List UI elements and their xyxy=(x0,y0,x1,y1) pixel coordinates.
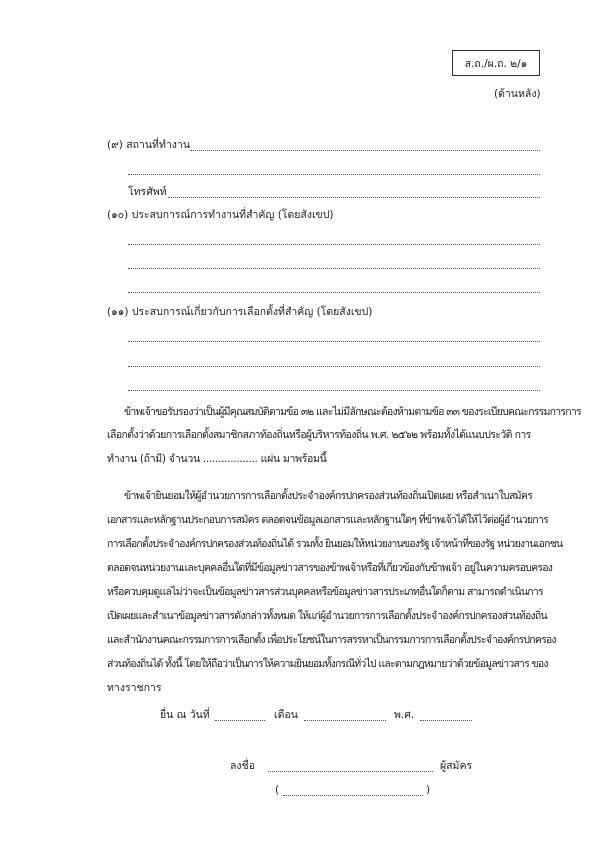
printed-name-field[interactable] xyxy=(283,795,423,796)
consent-line-5: หรือควบคุมดูแลไม่ว่าจะเป็นข้อมูลข่าวสารส่วนบุคคลหรือข้อมูลข่าวสารประเภทอื่นใดก็ตาม สามารถดำเนินการ xyxy=(107,586,543,598)
certify-line-2: เลือกตั้งว่าด้วยการเลือกตั้งสมาชิกสภาท้องถิ่นหรือผู้บริหารท้องถิ่น พ.ศ. ๒๕๖๒ พร้อมทั้งได้แนบประวัติ การ xyxy=(107,429,531,441)
workplace-field-line-2[interactable] xyxy=(128,174,540,175)
election-experience-label: (๑๑) ประสบการณ์เกี่ยวกับการเลือกตั้งที่สำคัญ (โดยสังเขป) xyxy=(107,306,373,318)
form-code-box xyxy=(452,50,540,76)
back-side-label: (ด้านหลัง) xyxy=(494,88,541,100)
work-experience-line-3[interactable] xyxy=(128,292,540,293)
work-experience-label: (๑๐) ประสบการณ์การทำงานที่สำคัญ (โดยสังเขป) xyxy=(107,209,334,221)
consent-line-6: เปิดเผยและสำเนาข้อมูลข่าวสารดังกล่าวทั้งหมด ให้แก่ผู้อำนวยการการเลือกตั้งประจำองค์กรปกครองส่วนท้องถิ่น xyxy=(107,610,547,622)
date-prefix: ยื่น ณ วันที่ xyxy=(160,709,210,721)
month-label: เดือน xyxy=(274,709,298,721)
workplace-label: (๙) สถานที่ทำงาน xyxy=(107,139,191,151)
consent-line-8: ส่วนท้องถิ่นได้ ทั้งนี้ โดยให้ถือว่าเป็นการให้ความยินยอมทั้งกรณีทั่วไป และตามกฎหมายว่าด้วยข้อมูลข่าวสาร ของ xyxy=(107,658,548,670)
work-experience-line-1[interactable] xyxy=(128,244,540,245)
work-experience-line-2[interactable] xyxy=(128,268,540,269)
phone-field[interactable] xyxy=(168,197,540,198)
election-experience-line-3[interactable] xyxy=(128,390,540,391)
election-experience-line-2[interactable] xyxy=(128,366,540,367)
applicant-role: ผู้สมัคร xyxy=(440,760,473,772)
sign-label: ลงชื่อ xyxy=(230,760,255,772)
name-open-paren: ( xyxy=(275,784,280,796)
election-experience-line-1[interactable] xyxy=(128,341,540,342)
consent-line-2: เอกสารและหลักฐานประกอบการสมัคร ตลอดจนข้อมูลเอกสารและหลักฐานใดๆ ที่ข้าพเจ้าได้ให้ไว้ต่อผู้อำนวยการ xyxy=(107,514,548,526)
month-field[interactable] xyxy=(304,720,386,721)
consent-line-9: ทางราชการ xyxy=(107,682,162,694)
phone-label: โทรศัพท์ xyxy=(128,186,167,198)
form-code: ส.ถ./ผ.ถ. ๒/๑ xyxy=(464,57,528,70)
year-field[interactable] xyxy=(420,720,472,721)
day-field[interactable] xyxy=(215,720,265,721)
certify-line-3: ทำงาน (ถ้ามี) จำนวน .................. แผ่น มาพร้อมนี้ xyxy=(107,453,327,465)
consent-line-4: ตลอดจนหน่วยงานและบุคคลอื่นใดที่มีข้อมูลข่าวสารของข้าพเจ้าหรือที่เกี่ยวข้องกับข้าพเจ้า อยู่ในความครอบครอง xyxy=(107,562,553,574)
workplace-field[interactable] xyxy=(190,150,540,151)
year-label: พ.ศ. xyxy=(394,709,415,721)
consent-line-7: และสำนักงานคณะกรรมการการเลือกตั้ง เพื่อประโยชน์ในการสรรหาเป็นกรรมการการเลือกตั้งประจำองค์กรปกครอง xyxy=(107,634,556,646)
signature-field[interactable] xyxy=(268,771,433,772)
consent-line-1: ข้าพเจ้ายินยอมให้ผู้อำนวยการการเลือกตั้งประจำองค์กรปกครองส่วนท้องถิ่นเปิดเผย หรือสำเนาใบสมัคร xyxy=(124,490,533,502)
certify-line-1: ข้าพเจ้าขอรับรองว่าเป็นผู้มีคุณสมบัติตามข้อ ๓๒ และไม่มีลักษณะต้องห้ามตามข้อ ๓๓ ของระเบียบคณะกรรมการการ xyxy=(124,406,581,418)
consent-line-3: การเลือกตั้งประจำองค์กรปกครองส่วนท้องถิ่นได้ รวมทั้ง ยินยอมให้หน่วยงานของรัฐ เจ้าหน้าที่ของรัฐ หน่วยงานเอกชน xyxy=(107,538,563,550)
name-close-paren: ) xyxy=(426,784,431,796)
